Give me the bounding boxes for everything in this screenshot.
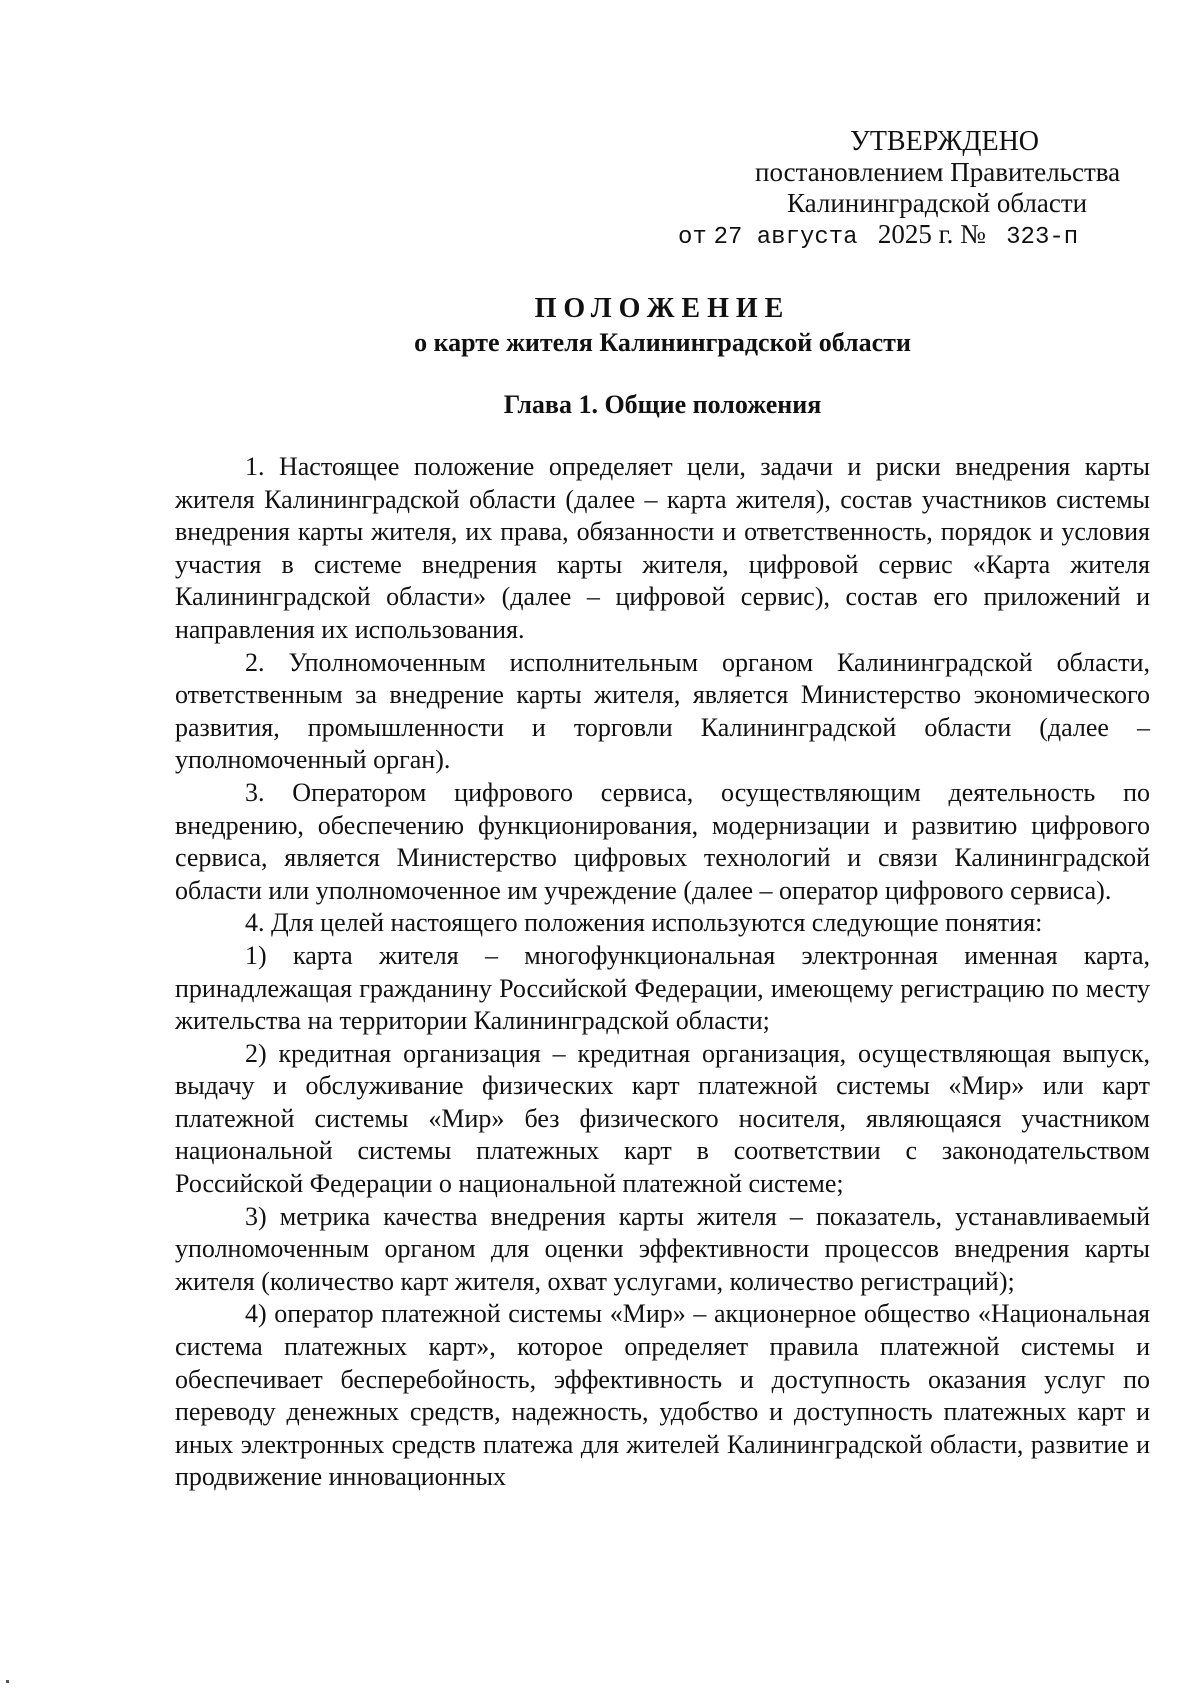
document-heading (175, 292, 1150, 360)
definition-1: 1) карта жителя – многофункциональная электронная именная карта, принадлежащая гражданину Российской Федерации, имеющему регистрацию по месту жительства на территории Калининградской области; (175, 940, 1150, 1036)
paragraph-3: 3. Оператором цифрового сервиса, осуществляющим деятельность по внедрению, обеспечению функционирования, модернизации и развитию цифрового сервиса, является Министерство цифровых технологий и связи Калининградской области или уполномоченное им учреждение (далее – оператор цифрового сервиса). (175, 777, 1150, 905)
scan-mark (6, 1680, 9, 1683)
date-value: 27 августа (713, 224, 858, 251)
document-title: ПОЛОЖЕНИЕ (534, 293, 791, 324)
definition-2: 2) кредитная организация – кредитная организация, осуществляющая выпуск, выдачу и обслуживание физических карт платежной системы «Мир» или карт платежной системы «Мир» без физического носителя, являющаяся участником национальной системы платежных карт в соответствии с законодательством Российской Федерации о национальной платежной системе; (175, 1038, 1150, 1199)
paragraph-2: 2. Уполномоченным исполнительным органом Калининградской области, ответственным за внедрение карты жителя, является Министерство экономического развития, промышленности и торговли Калининградской области (далее – уполномоченный орган). (175, 647, 1150, 775)
decree-number: 323-п (1006, 224, 1079, 251)
document-body (175, 451, 1150, 1494)
approved-by-line: постановлением Правительства (755, 157, 1121, 187)
approved-region-line: Калининградской области (787, 188, 1088, 218)
year-label: 2025 г. № (877, 219, 986, 249)
chapter-heading: Глава 1. Общие положения (503, 390, 822, 419)
paragraph-1: 1. Настоящее положение определяет цели, задачи и риски внедрения карты жителя Калининградской области (далее – карта жителя), состав участников системы внедрения карты жителя, их права, обязанности и ответственность, порядок и условия участия в системе внедрения карты жителя, цифровой сервис «Карта жителя Калининградской области» (далее – цифровой сервис), состав его приложений и направления их использования. (175, 452, 1150, 644)
definition-3: 3) метрика качества внедрения карты жителя – показатель, устанавливаемый уполномоченным органом для оценки эффективности процессов внедрения карты жителя (количество карт жителя, охват услугами, количество регистраций); (175, 1201, 1150, 1296)
date-prefix: от (678, 224, 707, 251)
document-subtitle: о карте жителя Калининградской области (414, 328, 911, 357)
definition-4: 4) оператор платежной системы «Мир» – акционерное общество «Национальная система платежных карт», которое определяет правила платежной системы и обеспечивает бесперебойность, эффективность и доступность оказания услуг по переводу денежных средств, надежность, удобство и доступность платежных карт и иных электронных средств платежа для жителей Калининградской области, развитие и продвижение инновационных (175, 1299, 1150, 1492)
approval-date-line (600, 219, 1140, 253)
paragraph-4: 4. Для целей настоящего положения используются следующие понятия: (245, 908, 1043, 938)
approved-label: УТВЕРЖДЕНО (850, 126, 1040, 157)
approval-stamp (600, 126, 1140, 253)
